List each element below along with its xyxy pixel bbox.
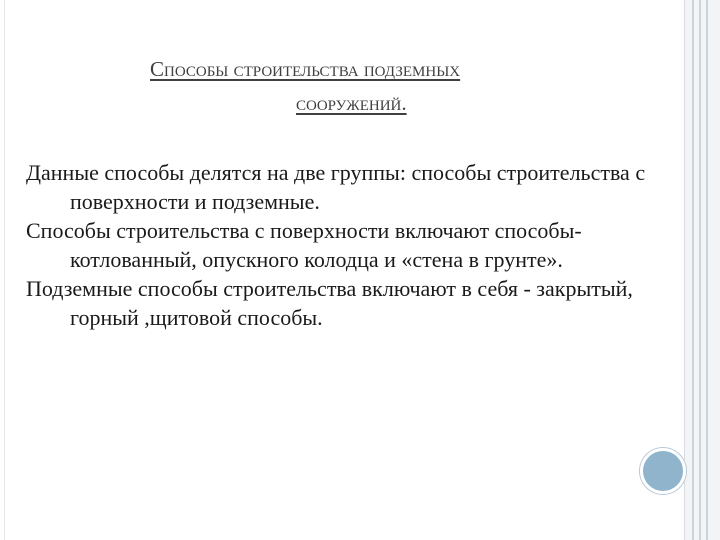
decorative-side-line (692, 0, 694, 540)
slide-title-line1: Способы строительства подземных (150, 57, 461, 81)
frame-left-border (4, 0, 5, 540)
slide-title-line2: сооружений. (296, 91, 407, 115)
frame-top (0, 0, 720, 10)
body-paragraph: Подземные способы строительства включают в себя - закрытый, горный ,щитовой способы. (26, 276, 633, 330)
body-paragraph: Данные способы делятся на две группы: способы строительства с поверхности и подземные. (26, 160, 646, 214)
decorative-circle (640, 448, 686, 494)
decorative-side-line (706, 0, 708, 540)
decorative-side-bar (684, 0, 720, 540)
decorative-side-line (699, 0, 701, 540)
body-paragraph: Способы строительства с поверхности включают способы- котлованный, опускного колодца и «стена в грунте». (26, 218, 582, 272)
slide-body (26, 158, 686, 332)
slide-title (150, 52, 610, 120)
